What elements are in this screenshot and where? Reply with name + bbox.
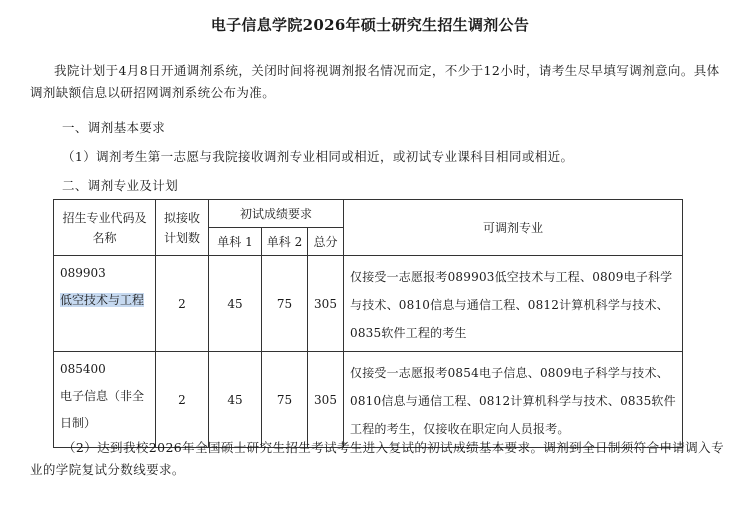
subject-2-score: 75 [262, 256, 308, 352]
subject-1-score: 45 [209, 352, 262, 448]
section-1-item-1: （1）调剂考生第一志愿与我院接收调剂专业相同或相近，或初试专业课科目相同或相近。 [62, 149, 574, 164]
program-name: 低空技术与工程 [60, 293, 145, 307]
row-code-name-cell [54, 256, 156, 352]
header-total: 总分 [308, 228, 344, 256]
adjustment-plan-table [53, 199, 683, 448]
program-code: 089903 [60, 266, 106, 280]
subject-2-score: 75 [262, 352, 308, 448]
subject-1-score: 45 [209, 256, 262, 352]
header-subject-2: 单科 2 [262, 228, 308, 256]
table-row [54, 352, 683, 448]
header-subject-1: 单科 1 [209, 228, 262, 256]
eligible-majors: 仅接受一志愿报考089903低空技术与工程、0809电子科学与技术、0810信息与通信工程、0812计算机科学与技术、0835软件工程的考生 [344, 256, 683, 352]
intro-paragraph: 我院计划于4月8日开通调剂系统，关闭时间将视调剂报名情况而定，不少于12小时，请考生尽早填写调剂意向。具体调剂缺额信息以研招网调剂系统公布为准。 [30, 63, 720, 100]
total-score: 305 [308, 256, 344, 352]
total-score: 305 [308, 352, 344, 448]
section-1-item-2: （2）达到我校2026年全国硕士研究生招生考试考生进入复试的初试成绩基本要求。调剂到全日制须符合申请调入专业的学院复试分数线要求。 [30, 440, 724, 477]
eligible-majors: 仅接受一志愿报考0854电子信息、0809电子科学与技术、0810信息与通信工程、0812计算机科学与技术、0835软件工程的考生，仅接收在职定向人员报考。 [344, 352, 683, 448]
header-code-name [54, 200, 156, 256]
header-plan-line2: 计划数 [163, 230, 200, 245]
page-title: 电子信息学院2026年硕士研究生招生调剂公告 [210, 16, 530, 34]
section-1-heading: 一、调剂基本要求 [62, 120, 166, 135]
header-code-name-line1: 招生专业代码及 [62, 210, 147, 225]
table-row [54, 256, 683, 352]
header-plan [156, 200, 209, 256]
row-code-name-cell [54, 352, 156, 448]
program-name: 电子信息（非全日制） [60, 389, 145, 430]
section-2-heading: 二、调剂专业及计划 [62, 178, 179, 193]
header-majors: 可调剂专业 [344, 200, 683, 256]
program-code: 085400 [60, 362, 106, 376]
header-score-requirement: 初试成绩要求 [209, 200, 344, 228]
header-code-name-line2: 名称 [92, 230, 117, 245]
plan-count: 2 [156, 256, 209, 352]
plan-count: 2 [156, 352, 209, 448]
header-plan-line1: 拟接收 [163, 210, 200, 225]
